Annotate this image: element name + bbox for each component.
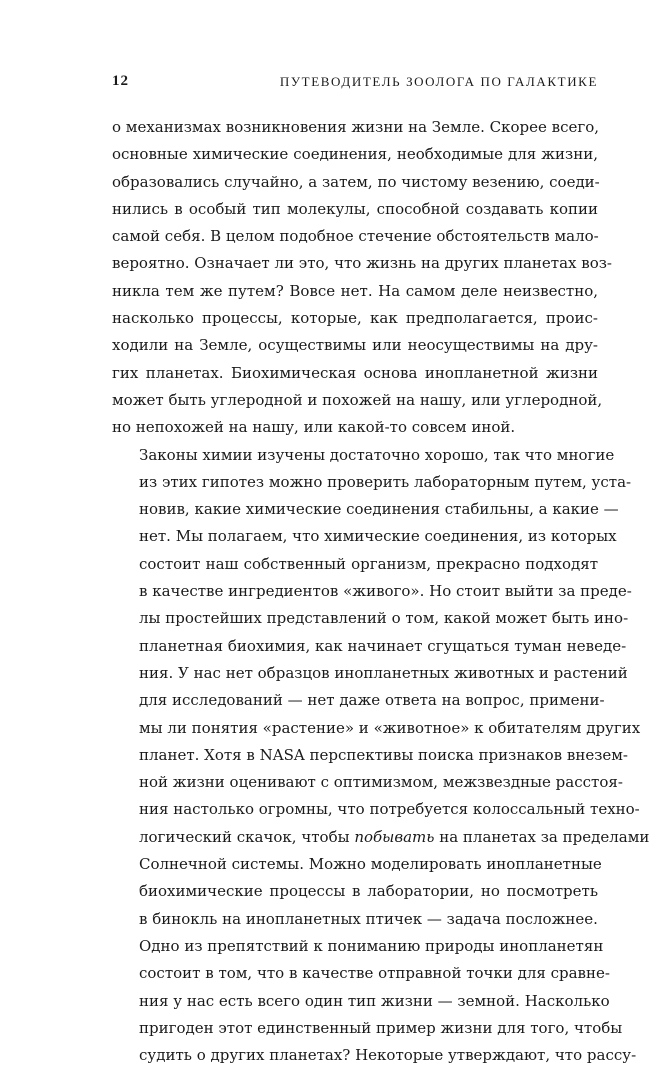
text-line: может быть углеродной и похожей на нашу, или углеродной, bbox=[112, 390, 603, 409]
paragraph-3 bbox=[112, 933, 637, 1069]
text-line: биохимические процессы в лаборатории, но посмотреть bbox=[139, 882, 598, 901]
text-line: образовались случайно, а затем, по чистому везению, соеди- bbox=[112, 172, 600, 191]
text-line: пригоден этот единственный пример жизни для того, чтобы bbox=[139, 1018, 623, 1037]
page-number: 12 bbox=[112, 73, 129, 89]
text-line: ния у нас есть всего один тип жизни — земной. Насколько bbox=[139, 991, 610, 1010]
text-fragment: логический скачок, чтобы bbox=[139, 827, 355, 846]
text-line: ния. У нас нет образцов инопланетных животных и растений bbox=[139, 663, 628, 682]
text-line: основные химические соединения, необходимые для жизни, bbox=[112, 145, 598, 164]
text-line: мы ли понятия «растение» и «животное» к обитателям других bbox=[139, 718, 641, 737]
text-line: но непохожей на нашу, или какой-то совсем иной. bbox=[112, 418, 516, 437]
text-line: в качестве ингредиентов «живого». Но стоит выйти за преде- bbox=[139, 582, 632, 601]
text-line: ной жизни оценивают с оптимизмом, межзвездные расстоя- bbox=[139, 773, 623, 792]
text-line: гих планетах. Биохимическая основа инопланетной жизни bbox=[112, 363, 598, 382]
paragraph-2 bbox=[112, 442, 650, 933]
text-line: планетная биохимия, как начинает сгущаться туман неведе- bbox=[139, 636, 627, 655]
text-line: о механизмах возникновения жизни на Земле. Скорее всего, bbox=[112, 118, 600, 136]
text-fragment: на планетах за пределами bbox=[434, 827, 650, 846]
text-line: никла тем же путем? Вовсе нет. На самом деле неизвестно, bbox=[112, 281, 598, 300]
text-line bbox=[112, 824, 650, 851]
text-line: насколько процессы, которые, как предполагается, проис- bbox=[112, 309, 598, 328]
text-line: состоит наш собственный организм, прекрасно подходят bbox=[139, 554, 598, 573]
text-line: ния настолько огромны, что потребуется колоссальный техно- bbox=[139, 800, 640, 819]
text-line: новив, какие химические соединения стабильны, а какие — bbox=[139, 500, 619, 519]
text-line: вероятно. Означает ли это, что жизнь на других планетах воз- bbox=[112, 254, 612, 273]
text-line: в бинокль на инопланетных птичек — задача посложнее. bbox=[139, 909, 598, 928]
text-line: для исследований — нет даже ответа на вопрос, примени- bbox=[139, 691, 605, 710]
text-line: нились в особый тип молекулы, способной создавать копии bbox=[112, 199, 598, 218]
running-title: ПУТЕВОДИТЕЛЬ ЗООЛОГА ПО ГАЛАКТИКЕ bbox=[279, 74, 598, 89]
running-head bbox=[112, 73, 598, 93]
text-line: Солнечной системы. Можно моделировать инопланетные bbox=[139, 855, 602, 874]
text-line: Законы химии изучены достаточно хорошо, так что многие bbox=[139, 445, 615, 464]
text-line: Одно из препятствий к пониманию природы инопланетян bbox=[139, 936, 604, 955]
text-line: состоит в том, что в качестве отправной точки для сравне- bbox=[139, 964, 610, 983]
text-line: ходили на Земле, осуществимы или неосуществимы на дру- bbox=[112, 336, 598, 355]
body-text bbox=[112, 114, 650, 1069]
text-line: самой себя. В целом подобное стечение обстоятельств мало- bbox=[112, 227, 599, 246]
paragraph-1 bbox=[112, 114, 612, 442]
emphasis-word: побывать bbox=[354, 827, 435, 846]
text-line: судить о других планетах? Некоторые утверждают, что рассу- bbox=[139, 1046, 637, 1065]
text-line: лы простейших представлений о том, какой может быть ино- bbox=[139, 609, 629, 628]
text-line: планет. Хотя в NASA перспективы поиска признаков внезем- bbox=[139, 745, 629, 764]
text-line: нет. Мы полагаем, что химические соединения, из которых bbox=[139, 527, 617, 546]
text-line: из этих гипотез можно проверить лабораторным путем, уста- bbox=[139, 472, 632, 491]
